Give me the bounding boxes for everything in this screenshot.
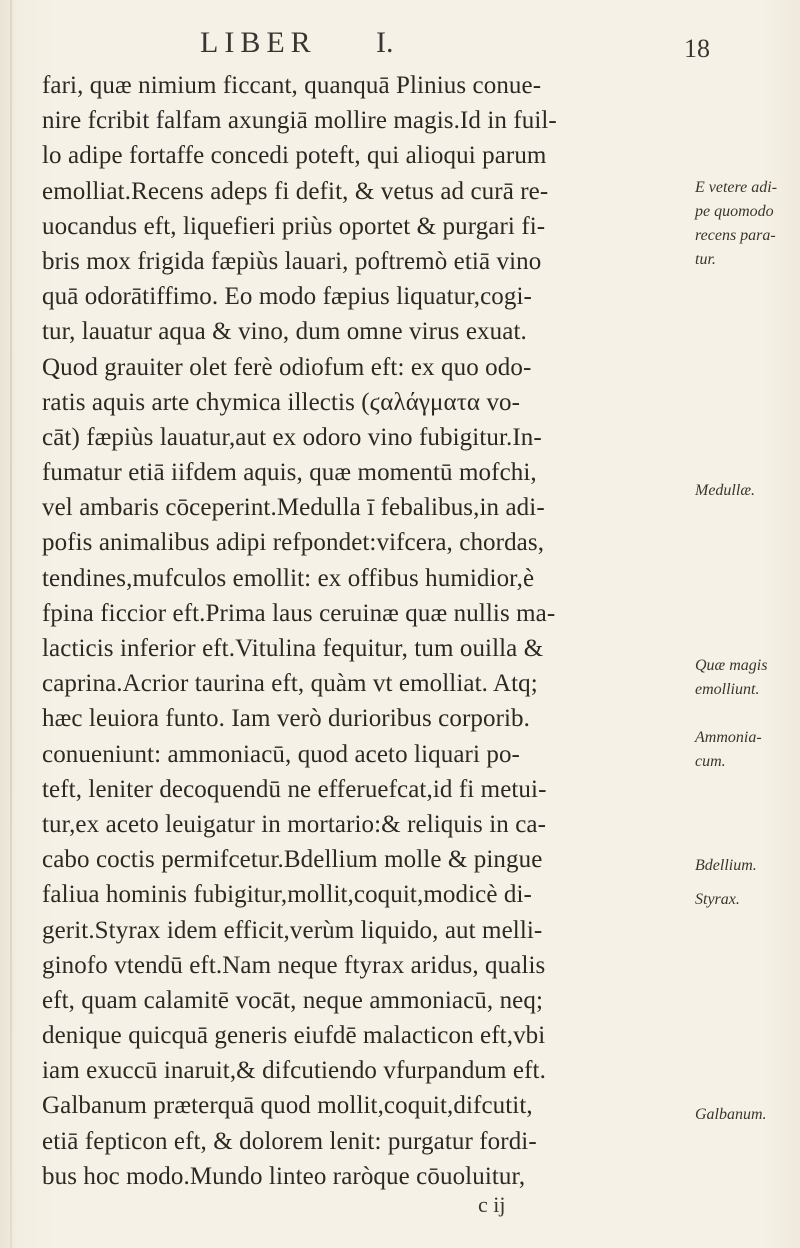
body-text	[42, 68, 692, 1194]
margin-note-line: E vetere adi-	[695, 179, 778, 196]
text-line: denique quicquā generis eiufdē malacticon eft,vbi	[42, 1022, 546, 1050]
text-line: vel ambaris cōceperint.Medulla ī febalibus,in adi-	[42, 494, 545, 522]
margin-note-line: recens para-	[695, 227, 776, 244]
text-line: tur,ex aceto leuigatur in mortario:& reliquis in ca-	[42, 810, 547, 838]
text-line: faliua hominis fubigitur,mollit,coquit,modicè di-	[42, 881, 532, 909]
margin-note-line: pe quomodo	[695, 203, 774, 220]
margin-note-styrax	[695, 888, 795, 912]
text-line: uocandus eft, liquefieri priùs oportet & purgari fi-	[42, 212, 546, 240]
text-line: emolliat.Recens adeps fi defit, & vetus ad curā re-	[42, 177, 549, 205]
signature-mark: c ij	[478, 1192, 506, 1217]
text-line: fumatur etiā iifdem aquis, quæ momentū mofchi,	[42, 459, 537, 487]
running-header	[0, 22, 800, 62]
margin-note-line: Galbanum.	[695, 1106, 767, 1123]
text-line: pofis animalibus adipi refpondet:vifcera, chordas,	[42, 529, 545, 557]
text-line: cabo coctis permifcetur.Bdellium molle & pingue	[42, 846, 543, 874]
margin-note-line: Bdellium.	[695, 857, 757, 874]
text-line: conueniunt: ammoniacū, quod aceto liquari po-	[42, 740, 520, 768]
text-line: ginofo vtendū eft.Nam neque ftyrax aridus, qualis	[42, 951, 546, 979]
margin-note-galbanum	[695, 1103, 795, 1127]
text-line: lo adipe fortaffe concedi poteft, qui alioqui parum	[42, 142, 547, 170]
page-number: 18	[684, 34, 710, 63]
binding-gutter	[10, 0, 12, 1248]
text-line: hæc leuiora funto. Iam verò durioribus corporib.	[42, 705, 531, 733]
text-line: tendines,mufculos emollit: ex offibus humidior,è	[42, 564, 535, 592]
margin-note-ammoniacum	[695, 726, 795, 774]
margin-note-bdellium	[695, 854, 795, 878]
margin-note-line: Medullæ.	[695, 482, 755, 499]
text-line: fpina ficcior eft.Prima laus ceruinæ quæ nullis ma-	[42, 599, 556, 627]
margin-note-line: Quæ magis	[695, 657, 768, 674]
text-line: iam exuccū inaruit,& difcutiendo vfurpandum eft.	[42, 1057, 546, 1085]
text-line: bris mox frigida fæpiùs lauari, poftremò etiā vino	[42, 247, 542, 275]
text-line: teft, leniter decoquendū ne efferuefcat,id fi metui-	[42, 775, 547, 803]
text-line: caprina.Acrior taurina eft, quàm vt emolliat. Atq;	[42, 670, 538, 698]
text-line: quā odorātiffimo. Eo modo fæpius liquatur,cogi-	[42, 283, 532, 311]
margin-note-line: cum.	[695, 753, 726, 770]
text-line: cāt) fæpiùs lauatur,aut ex odoro vino fubigitur.In-	[42, 423, 542, 451]
running-title: LIBER	[200, 26, 317, 59]
text-line: fari, quæ nimium ficcant, quanquā Plinius conue-	[42, 72, 542, 99]
margin-note-line: Ammonia-	[695, 729, 762, 746]
text-line: Quod grauiter olet ferè odiofum eft: ex quo odo-	[42, 353, 532, 381]
text-line: ratis aquis arte chymica illectis (ϛαλάγματα vo-	[42, 388, 521, 416]
text-line: bus hoc modo.Mundo linteo raròque cōuoluitur,	[42, 1162, 526, 1190]
margin-note-line: tur.	[695, 251, 716, 268]
margin-note-line: Styrax.	[695, 891, 740, 908]
text-line: Galbanum præterquā quod mollit,coquit,difcutit,	[42, 1092, 533, 1120]
margin-note-line: emolliunt.	[695, 681, 760, 698]
margin-note-medulla	[695, 479, 795, 503]
text-line: nire fcribit falfam axungiā mollire magis.Id in fuil-	[42, 107, 557, 135]
margin-note-quae-magis	[695, 654, 795, 702]
text-line: lacticis inferior eft.Vitulina fequitur, tum ouilla &	[42, 635, 544, 662]
text-line: tur, lauatur aqua & vino, dum omne virus exuat.	[42, 318, 527, 346]
text-line: gerit.Styrax idem efficit,verùm liquido, aut melli-	[42, 916, 543, 944]
text-line: eft, quam calamitē vocāt, neque ammoniacū, neq;	[42, 986, 544, 1014]
text-line: etiā fepticon eft, & dolorem lenit: purgatur fordi-	[42, 1127, 537, 1155]
chapter-number: I.	[376, 26, 394, 59]
margin-note-vetere	[695, 176, 795, 272]
